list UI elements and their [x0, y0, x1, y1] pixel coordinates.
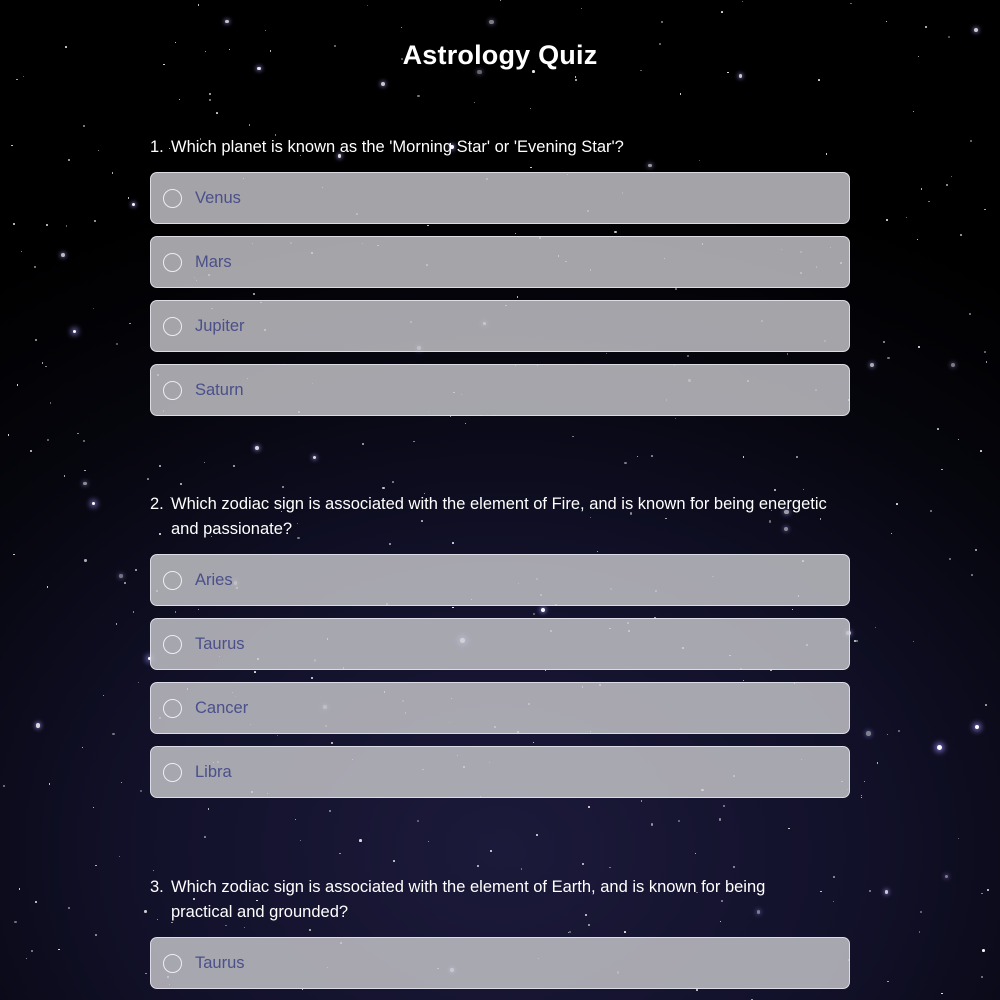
option-taurus[interactable]	[150, 937, 850, 989]
question-prompt: Which zodiac sign is associated with the element of Earth, and is known for being practical and grounded?	[171, 878, 766, 921]
option-label: Jupiter	[195, 316, 245, 335]
option-mars[interactable]	[150, 236, 850, 288]
options-list	[150, 937, 850, 989]
radio-button-icon[interactable]	[163, 635, 182, 654]
question-text	[150, 492, 850, 542]
radio-button-icon[interactable]	[163, 954, 182, 973]
option-label: Venus	[195, 188, 241, 207]
question-3	[150, 875, 850, 1000]
question-text	[150, 135, 850, 160]
option-venus[interactable]	[150, 172, 850, 224]
radio-button-icon[interactable]	[163, 381, 182, 400]
options-list	[150, 554, 850, 798]
option-aries[interactable]	[150, 554, 850, 606]
radio-button-icon[interactable]	[163, 699, 182, 718]
question-number: 3.	[150, 878, 164, 896]
option-label: Saturn	[195, 380, 244, 399]
question-1	[150, 135, 850, 428]
question-prompt: Which zodiac sign is associated with the element of Fire, and is known for being energetic and passionate?	[171, 495, 827, 538]
question-number: 1.	[150, 138, 164, 156]
option-label: Cancer	[195, 698, 249, 717]
option-label: Mars	[195, 252, 232, 271]
option-libra[interactable]	[150, 746, 850, 798]
option-taurus[interactable]	[150, 618, 850, 670]
radio-button-icon[interactable]	[163, 317, 182, 336]
option-label: Libra	[195, 762, 232, 781]
option-saturn[interactable]	[150, 364, 850, 416]
page-title: Astrology Quiz	[402, 40, 598, 70]
options-list	[150, 172, 850, 416]
question-text	[150, 875, 850, 925]
option-cancer[interactable]	[150, 682, 850, 734]
radio-button-icon[interactable]	[163, 253, 182, 272]
option-label: Taurus	[195, 634, 245, 653]
radio-button-icon[interactable]	[163, 189, 182, 208]
question-2	[150, 492, 850, 810]
option-jupiter[interactable]	[150, 300, 850, 352]
radio-button-icon[interactable]	[163, 571, 182, 590]
option-label: Aries	[195, 570, 233, 589]
question-prompt: Which planet is known as the 'Morning Star' or 'Evening Star'?	[171, 138, 624, 156]
radio-button-icon[interactable]	[163, 763, 182, 782]
question-number: 2.	[150, 495, 164, 513]
option-label: Taurus	[195, 953, 245, 972]
